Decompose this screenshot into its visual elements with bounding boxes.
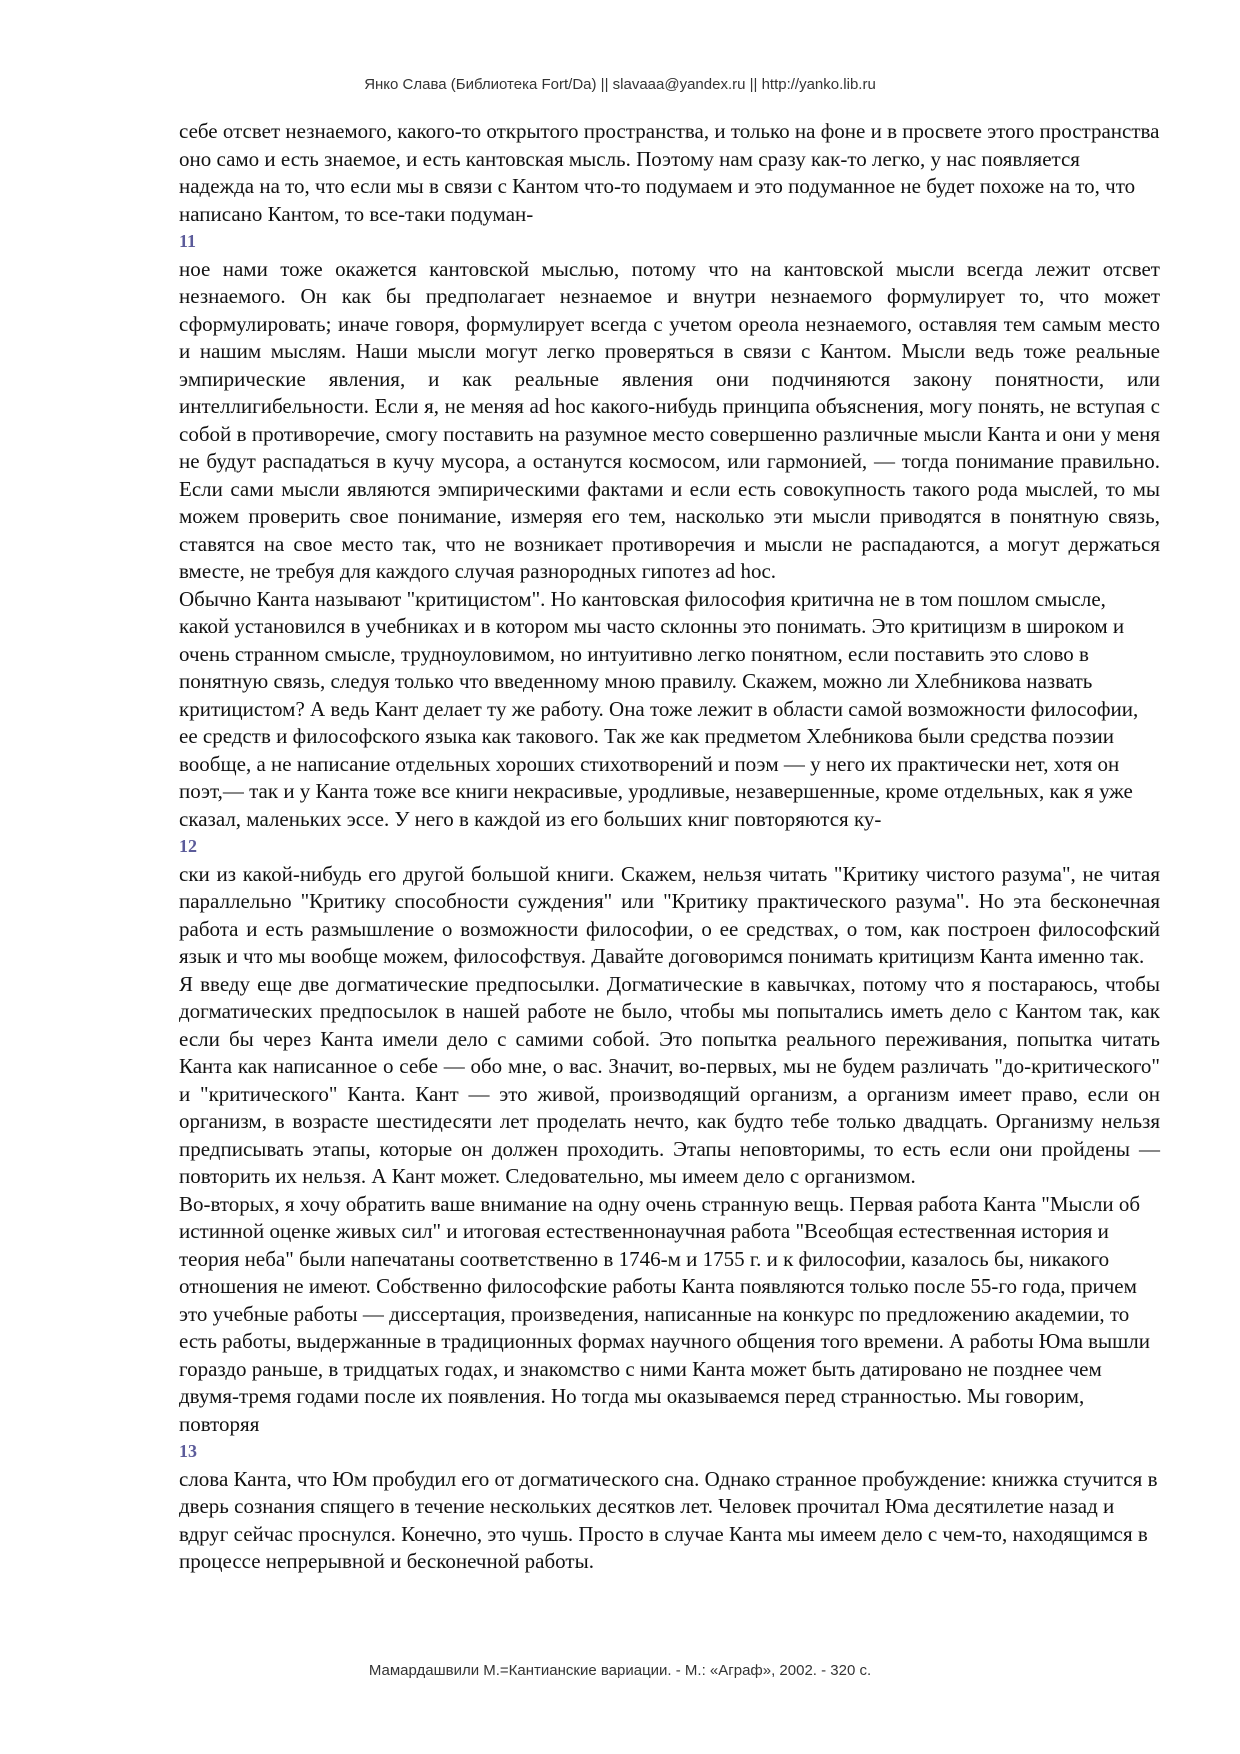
paragraph-criticism: Обычно Канта называют "критицистом". Но кантовская философия критична не в том пошлом смысле, какой установился в учебниках и в котором мы часто склонны это понимать. Это критицизм в широком и очень странном смысле, трудноуловимом, но интуитивно легко понятном, если поставить это слово в понятную связь, следуя только что введенному мною правилу. Скажем, можно ли Хлебникова назвать критицистом? А ведь Кант делает ту же работу. Она тоже лежит в области самой возможности философии, ее средств и философского языка как такового. Так же как предметом Хлебникова были средства поэзии вообще, а не написание отдельных хороших стихотворений и поэм — у него их практически нет, хотя он поэт,— так и у Канта тоже все книги некрасивые, уродливые, незавершенные, кроме отдельных, как я уже сказал, маленьких эссе. У него в каждой из его больших книг повторяются ку-	[179, 586, 1139, 831]
paragraph-continuation-4: слова Канта, что Юм пробудил его от догматического сна. Однако странное пробуждение: книжка стучится в дверь сознания спящего в течение нескольких десятков лет. Человек прочитал Юма десятилетие назад и вдруг сейчас проснулся. Конечно, это чушь. Просто в случае Канта мы имеем дело с чем-то, находящимся в процессе непрерывной и бесконечной работы.	[179, 1466, 1158, 1573]
paragraph-continuation-3: ски из какой-нибудь его другой большой книги. Скажем, нельзя читать "Критику чистого разума", не читая параллельно "Критику способности суждения" или "Критику практического разума". Но эта бесконечная работа и есть размышление о возможности философии, о ее средствах, о том, как построен философский язык и что мы вообще можем, философствуя. Давайте договоримся понимать критицизм Канта именно так.	[179, 861, 1160, 968]
page-number-12: 12	[179, 836, 197, 856]
page-header: Янко Слава (Библиотека Fort/Da) || slavaaa@yandex.ru || http://yanko.lib.ru	[364, 76, 876, 93]
page-number-11: 11	[179, 231, 197, 251]
page-number-13: 13	[179, 1441, 197, 1461]
page-footer: Мамардашвили М.=Кантианские вариации. - М.: «Аграф», 2002. - 320 с.	[368, 1662, 872, 1679]
body-text	[179, 118, 1160, 1576]
paragraph-dogmatic-premises: Я введу еще две догматические предпосылки. Догматические в кавычках, потому что я постараюсь, чтобы догматических предпосылок в нашей работе не было, чтобы мы попытались иметь дело с Кантом так, как если бы через Канта имели дело с самими собой. Это попытка реального переживания, попытка читать Канта как написанное о себе — обо мне, о вас. Значит, во-первых, мы не будем различать "до-критического" и "критического" Канта. Кант — это живой, производящий организм, а организм имеет право, если он организм, в возрасте шестидесяти лет проделать нечто, как будто тебе только двадцать. Организму нельзя предписывать этапы, которые он должен проходить. Этапы неповторимы, то есть если они пройдены — повторить их нельзя. А Кант может. Следовательно, мы имеем дело с организмом.	[179, 971, 1160, 1188]
paragraph-secondly: Во-вторых, я хочу обратить ваше внимание на одну очень странную вещь. Первая работа Канта "Мысли об истинной оценке живых сил" и итоговая естественнонаучная работа "Всеобщая естественная история и теория неба" были напечатаны соответственно в 1746-м и 1755 г. и к философии, казалось бы, никакого отношения не имеют. Собственно философские работы Канта появляются только после 55-го года, причем это учебные работы — диссертация, произведения, написанные на конкурс по предложению академии, то есть работы, выдержанные в традиционных формах научного общения того времени. А работы Юма вышли гораздо раньше, в тридцатых годах, и знакомство с ними Канта может быть датировано не позднее чем двумя-тремя годами после их появления. Но тогда мы оказываемся перед странностью. Мы говорим, повторяя	[179, 1191, 1151, 1436]
paragraph-continuation-1: себе отсвет незнаемого, какого-то открытого пространства, и только на фоне и в просвете этого пространства оно само и есть знаемое, и есть кантовская мысль. Поэтому нам сразу как-то легко, у нас появляется надежда на то, что если мы в связи с Кантом что-то подумаем и это подуманное не будет похоже на то, что написано Кантом, то все-таки подуман-	[179, 119, 1160, 226]
paragraph-continuation-2: ное нами тоже окажется кантовской мыслью, потому что на кантовской мысли всегда лежит отсвет незнаемого. Он как бы предполагает незнаемое и внутри незнаемого формулирует то, что может сформулировать; иначе говоря, формулирует всегда с учетом ореола незнаемого, оставляя тем самым место и нашим мыслям. Наши мысли могут легко проверяться в связи с Кантом. Мысли ведь тоже реальные эмпирические явления, и как реальные явления они подчиняются закону понятности, или интеллигибельности. Если я, не меняя ad hoc какого-нибудь принципа объяснения, могу понять, не вступая с собой в противоречие, смогу поставить на разумное место совершенно различные мысли Канта и они у меня не будут распадаться в кучу мусора, а останутся космосом, или гармонией, — тогда понимание правильно. Если сами мысли являются эмпирическими фактами и если есть совокупность такого рода мыслей, то мы можем проверить свое понимание, измеряя его тем, насколько эти мысли приводятся в понятную связь, ставятся на свое место так, что не возникает противоречия и мысли не распадаются, а могут держаться вместе, не требуя для каждого случая разнородных гипотез ad hoc.	[179, 256, 1160, 583]
